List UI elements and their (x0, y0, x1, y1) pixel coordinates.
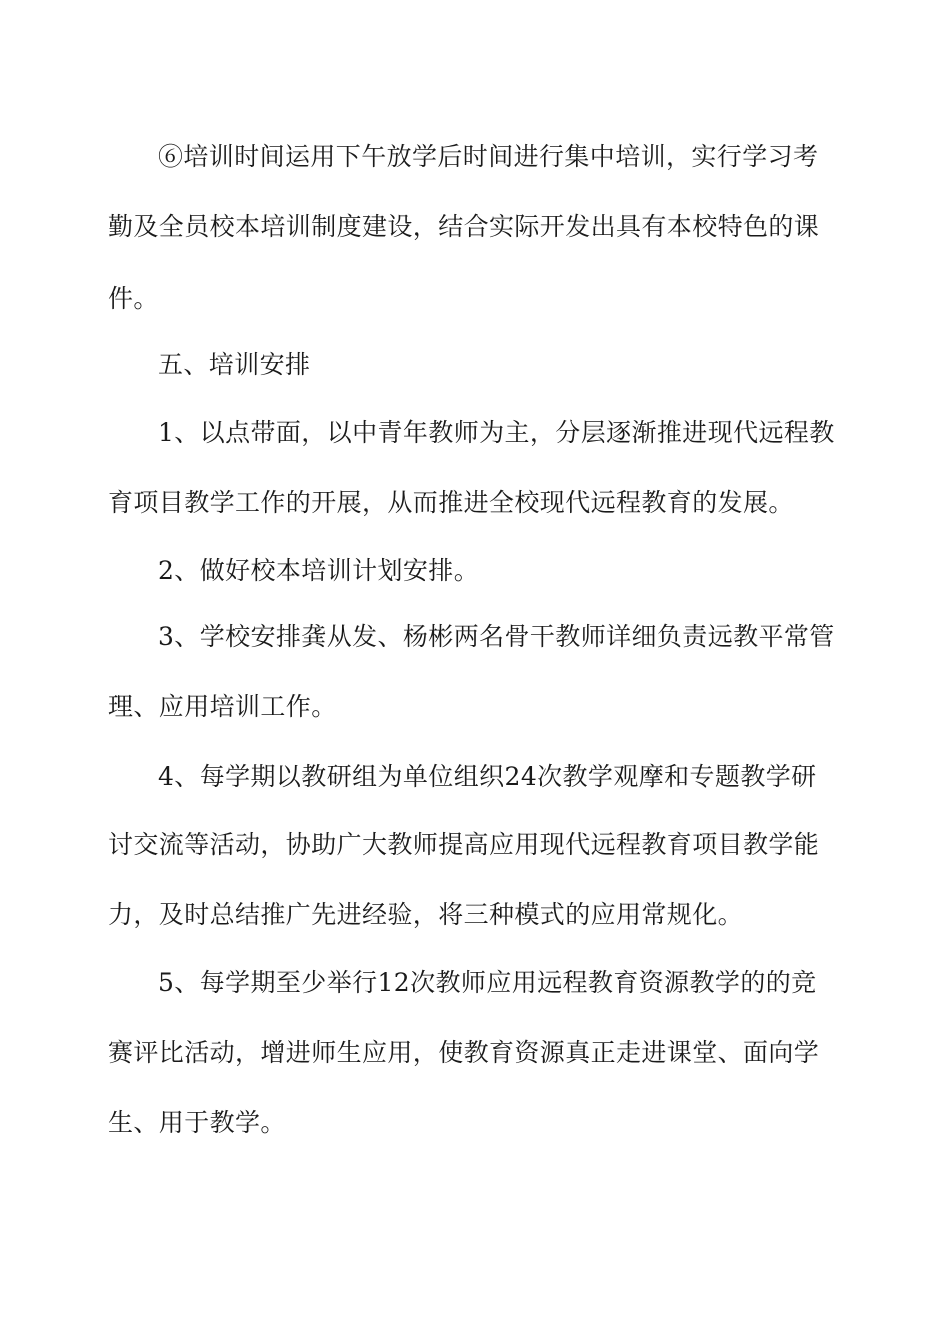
paragraph-line: 3、学校安排龚从发、杨彬两名骨干教师详细负责远教平常管 (158, 622, 835, 651)
paragraph-line: 4、每学期以教研组为单位组织24次教学观摩和专题教学研 (158, 762, 817, 791)
section-heading: 五、培训安排 (158, 350, 311, 379)
paragraph-line: 育项目教学工作的开展，从而推进全校现代远程教育的发展。 (108, 488, 794, 517)
paragraph-line: 赛评比活动，增进师生应用，使教育资源真正走进课堂、面向学 (108, 1038, 820, 1067)
paragraph-line: 理、应用培训工作。 (108, 692, 337, 721)
paragraph-line: 件。 (108, 284, 159, 313)
paragraph-line: 1、以点带面，以中青年教师为主，分层逐渐推进现代远程教 (158, 418, 835, 447)
paragraph-line: 讨交流等活动，协助广大教师提高应用现代远程教育项目教学能 (108, 830, 820, 859)
paragraph-line: 2、做好校本培训计划安排。 (158, 556, 480, 585)
paragraph-line: ⑥培训时间运用下午放学后时间进行集中培训，实行学习考 (158, 142, 819, 171)
paragraph-line: 5、每学期至少举行12次教师应用远程教育资源教学的的竞 (158, 968, 817, 997)
paragraph-line: 勤及全员校本培训制度建设，结合实际开发出具有本校特色的课 (108, 212, 820, 241)
paragraph-line: 力，及时总结推广先进经验，将三种模式的应用常规化。 (108, 900, 744, 929)
paragraph-line: 生、用于教学。 (108, 1108, 286, 1137)
